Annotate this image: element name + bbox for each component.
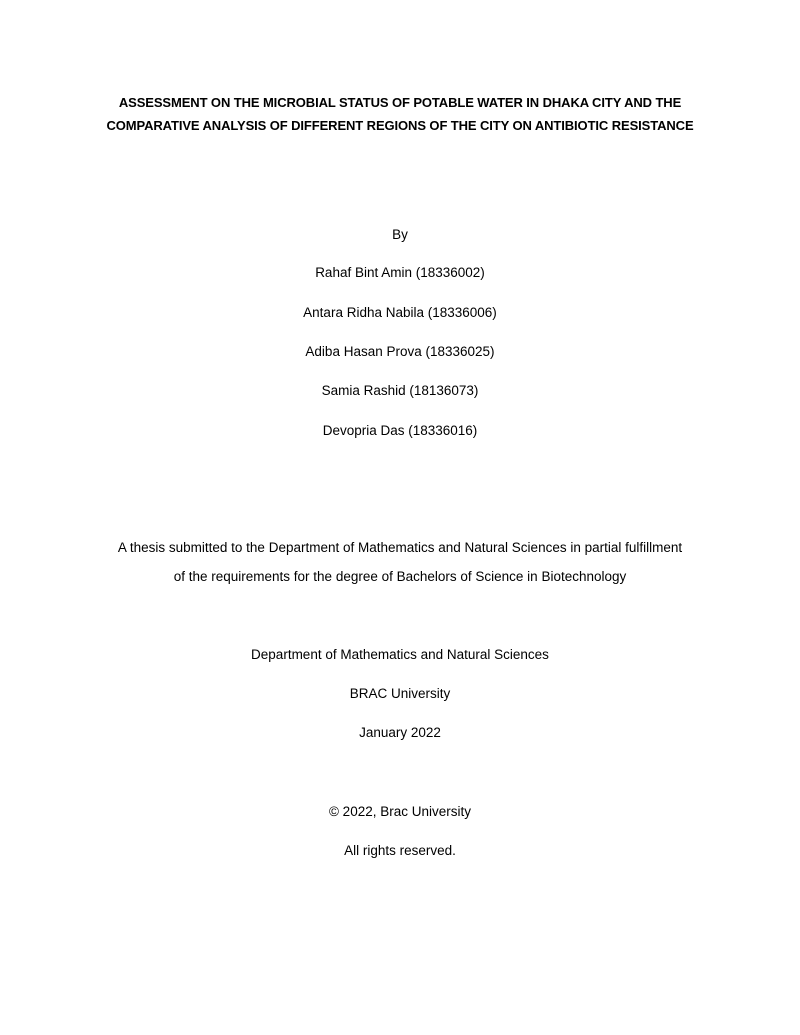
author-1: Rahaf Bint Amin (18336002) bbox=[315, 265, 485, 280]
department-name: Department of Mathematics and Natural Sciences bbox=[251, 647, 549, 662]
author-4: Samia Rashid (18136073) bbox=[321, 383, 479, 398]
submission-statement-line-2: of the requirements for the degree of Bachelors of Science in Biotechnology bbox=[173, 569, 627, 584]
author-3: Adiba Hasan Prova (18336025) bbox=[305, 344, 495, 359]
by-label: By bbox=[392, 227, 408, 242]
author-2: Antara Ridha Nabila (18336006) bbox=[303, 305, 497, 320]
thesis-title-line-2: COMPARATIVE ANALYSIS OF DIFFERENT REGIONS OF THE CITY ON ANTIBIOTIC RESISTANCE bbox=[106, 118, 694, 133]
submission-statement-line-1: A thesis submitted to the Department of Mathematics and Natural Sciences in partial fulfillment bbox=[117, 540, 683, 555]
author-5: Devopria Das (18336016) bbox=[322, 423, 478, 438]
submission-date: January 2022 bbox=[359, 725, 441, 740]
rights-reserved-notice: All rights reserved. bbox=[344, 843, 456, 858]
university-name: BRAC University bbox=[349, 686, 451, 701]
copyright-notice: © 2022, Brac University bbox=[328, 804, 471, 819]
thesis-title-line-1: ASSESSMENT ON THE MICROBIAL STATUS OF POTABLE WATER IN DHAKA CITY AND THE bbox=[118, 95, 682, 110]
